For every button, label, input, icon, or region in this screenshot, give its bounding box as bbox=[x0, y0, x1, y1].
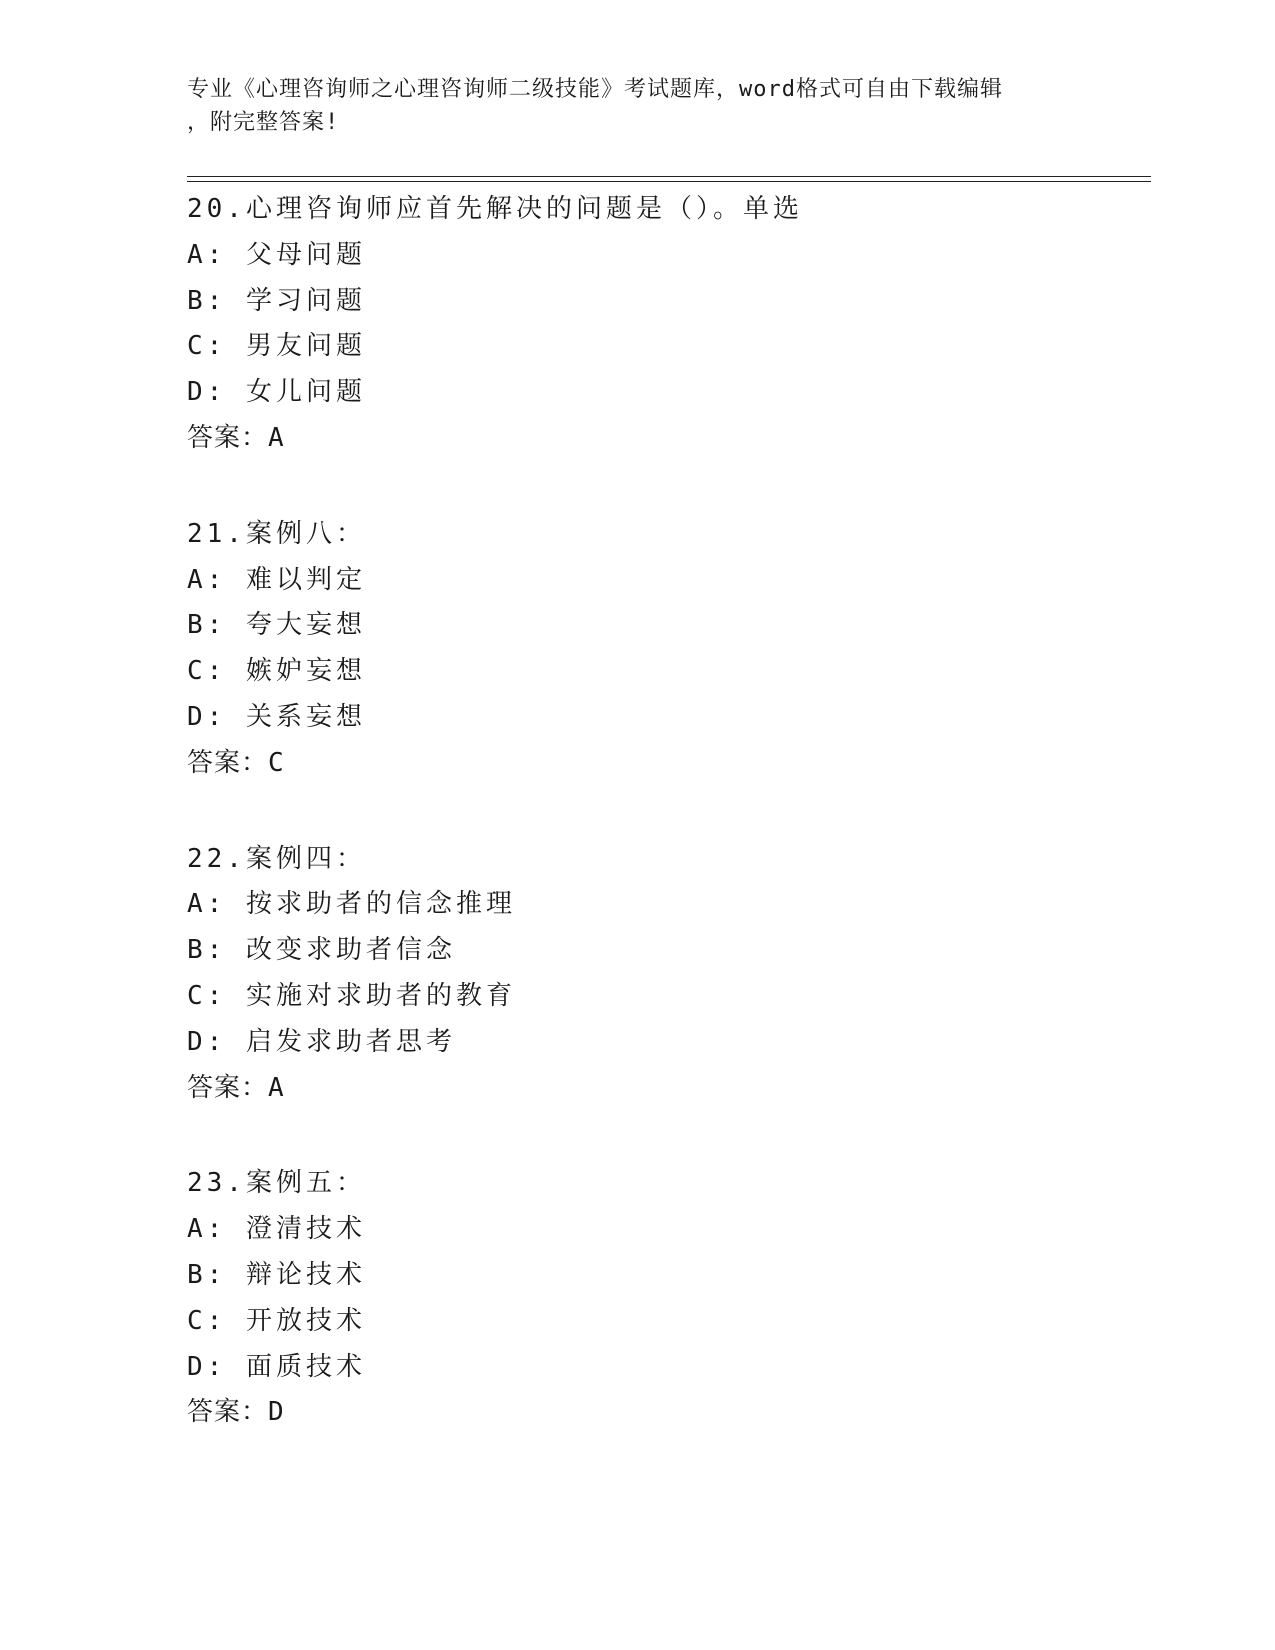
answer-value: A bbox=[268, 1072, 285, 1103]
option-d: D: 启发求助者思考 bbox=[187, 1026, 456, 1057]
header-divider-bottom bbox=[187, 181, 1151, 182]
option-a: A: 父母问题 bbox=[187, 239, 366, 270]
answer-value: D bbox=[268, 1397, 285, 1428]
question-stem: 23.案例五： bbox=[187, 1168, 366, 1199]
option-c: C: 男友问题 bbox=[187, 331, 366, 362]
question-22 bbox=[187, 837, 1147, 1112]
answer-label: 答案： bbox=[187, 747, 269, 778]
answer-line bbox=[187, 1066, 1147, 1112]
header-line-2: ，附完整答案! bbox=[187, 110, 340, 135]
question-21 bbox=[187, 512, 1147, 787]
question-stem: 21.案例八： bbox=[187, 518, 366, 549]
answer-value: C bbox=[268, 747, 285, 778]
answer-line bbox=[187, 741, 1147, 787]
answer-label: 答案： bbox=[187, 1397, 269, 1428]
header-line-1: 专业《心理咨询师之心理咨询师二级技能》考试题库，word格式可自由下载编辑 bbox=[187, 77, 1003, 102]
option-a: A: 澄清技术 bbox=[187, 1214, 366, 1245]
option-b: B: 夸大妄想 bbox=[187, 610, 366, 641]
header-divider-top bbox=[187, 176, 1151, 177]
option-d: D: 关系妄想 bbox=[187, 701, 366, 732]
answer-line bbox=[187, 416, 1147, 462]
answer-value: A bbox=[268, 422, 285, 453]
question-20 bbox=[187, 187, 1147, 462]
option-b: B: 学习问题 bbox=[187, 285, 366, 316]
answer-label: 答案： bbox=[187, 1072, 269, 1103]
option-a: A: 难以判定 bbox=[187, 564, 366, 595]
option-b: B: 辩论技术 bbox=[187, 1259, 366, 1290]
question-23 bbox=[187, 1161, 1147, 1436]
option-c: C: 实施对求助者的教育 bbox=[187, 980, 516, 1011]
question-stem: 20.心理咨询师应首先解决的问题是（）。单选 bbox=[187, 194, 803, 224]
option-d: D: 面质技术 bbox=[187, 1351, 366, 1382]
answer-line bbox=[187, 1390, 1147, 1436]
option-c: C: 开放技术 bbox=[187, 1305, 366, 1336]
option-b: B: 改变求助者信念 bbox=[187, 935, 456, 966]
option-a: A: 按求助者的信念推理 bbox=[187, 889, 516, 920]
question-list bbox=[187, 187, 1147, 1486]
question-stem: 22.案例四： bbox=[187, 843, 366, 874]
option-d: D: 女儿问题 bbox=[187, 377, 366, 408]
option-c: C: 嫉妒妄想 bbox=[187, 656, 366, 687]
answer-label: 答案： bbox=[187, 422, 269, 453]
document-header bbox=[187, 73, 1087, 139]
